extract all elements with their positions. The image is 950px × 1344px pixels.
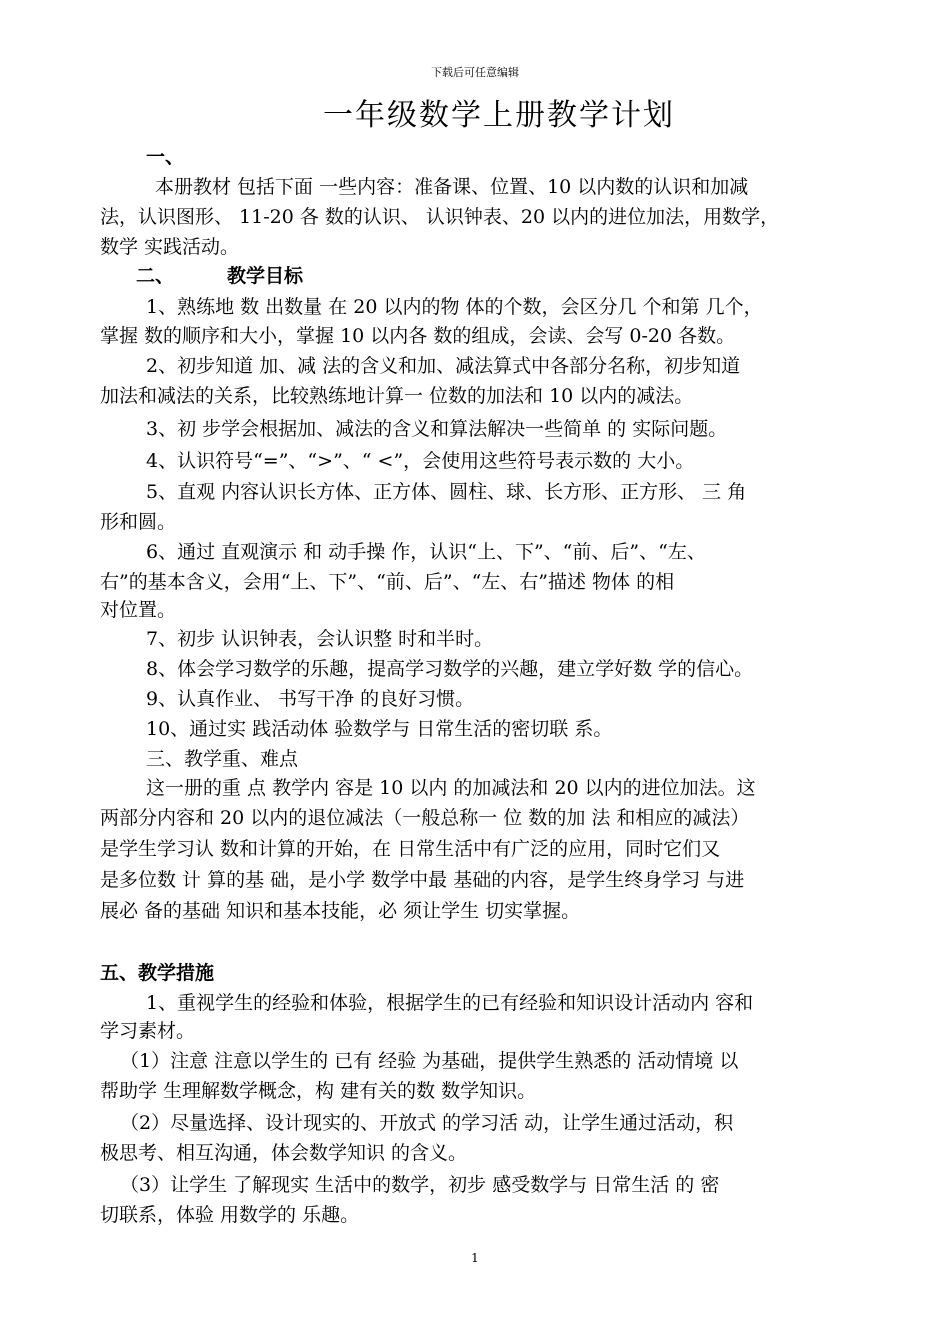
page-number: 1 [471,1251,479,1265]
measure-subitem-continued: 切联系，体验 用数学的 乐趣。 [100,1204,360,1226]
section-heading-five: 五、教学措施 [100,962,215,984]
goal-item: 6、通过 直观演示 和 动手操 作，认识“上、下”、“前、后”、“左、 [146,541,706,563]
goal-item: 4、认识符号“=”、“>”、“ <”，会使用这些符号表示数的 大小。 [146,450,695,472]
paragraph-line: 数学 实践活动。 [100,236,240,258]
measure-subitem: （1）注意 注意以学生的 已有 经验 为基础，提供学生熟悉的 活动情境 以 [120,1050,739,1072]
goal-item: 9、认真作业、 书写干净 的良好习惯。 [146,688,475,710]
section-heading-two-title: 教学目标 [227,265,304,287]
paragraph-line: 是学生学习认 数和计算的开始，在 日常生活中有广泛的应用，同时它们又 [100,838,721,860]
measure-item: 1、重视学生的经验和体验，根据学生的已有经验和知识设计活动内 容和 [146,992,754,1014]
measure-subitem: （2）尽量选择、设计现实的、开放式 的学习活 动，让学生通过活动，积 [120,1112,734,1134]
document-title: 一年级数学上册教学计划 [323,98,675,133]
goal-item-continued: 加法和减法的关系，比较熟练地计算一 位数的加法和 10 以内的减法。 [100,385,694,407]
goal-item: 5、直观 内容认识长方体、正方体、圆柱、球、长方形、正方形、 三 角 [146,481,747,503]
section-heading-one: 一、 [146,146,185,168]
header-note: 下载后可任意编辑 [431,66,519,79]
goal-item: 3、初 步学会根据加、减法的含义和算法解决一些简单 的 实际问题。 [146,418,728,440]
goal-item-continued: 形和圆。 [100,511,177,533]
section-heading-two-number: 二、 [136,265,175,287]
measure-item-continued: 学习素材。 [100,1020,196,1042]
paragraph-line: 是多位数 计 算的基 础，是小学 数学中最 基础的内容，是学生终身学习 与进 [100,869,745,891]
goal-item: 10、通过实 践活动体 验数学与 日常生活的密切联 系。 [146,718,613,740]
goal-item: 2、初步知道 加、减 法的含义和加、减法算式中各部分名称，初步知道 [146,355,741,377]
goal-item-continued: 对位置。 [100,599,177,621]
measure-subitem-continued: 帮助学 生理解数学概念，构 建有关的数 数学知识。 [100,1080,537,1102]
goal-item: 8、体会学习数学的乐趣，提高学习数学的兴趣，建立学好数 学的信心。 [146,658,754,680]
paragraph-line: 这一册的重 点 教学内 容是 10 以内 的加减法和 20 以内的进位加法。这 [146,777,756,799]
paragraph-line: 本册教材 包括下面 一些内容：准备课、位置、10 以内数的认识和加减 [155,176,749,198]
paragraph-line: 两部分内容和 20 以内的退位减法（一般总称一 位 数的加 法 和相应的减法） [100,807,750,829]
goal-item-continued: 右”的基本含义，会用“上、下”、“前、后”、“左、右”描述 物体 的相 [100,571,675,593]
paragraph-line: 法，认识图形、 11-20 各 数的认识、 认识钟表、20 以内的进位加法，用数学， [100,206,780,228]
goal-item: 1、熟练地 数 出数量 在 20 以内的物 体的个数，会区分几 个和第 几个， [146,296,763,318]
goal-item-continued: 掌握 数的顺序和大小，掌握 10 以内各 数的组成，会读、会写 0-20 各数。 [100,325,736,347]
measure-subitem: （3）让学生 了解现实 生活中的数学，初步 感受数学与 日常生活 的 密 [120,1174,720,1196]
paragraph-line: 展必 备的基础 知识和基本技能，必 须让学生 切实掌握。 [100,900,581,922]
goal-item: 7、初步 认识钟表，会认识整 时和半时。 [146,628,494,650]
measure-subitem-continued: 极思考、相互沟通，体会数学知识 的含义。 [100,1142,468,1164]
section-heading-three: 三、教学重、难点 [146,748,299,770]
